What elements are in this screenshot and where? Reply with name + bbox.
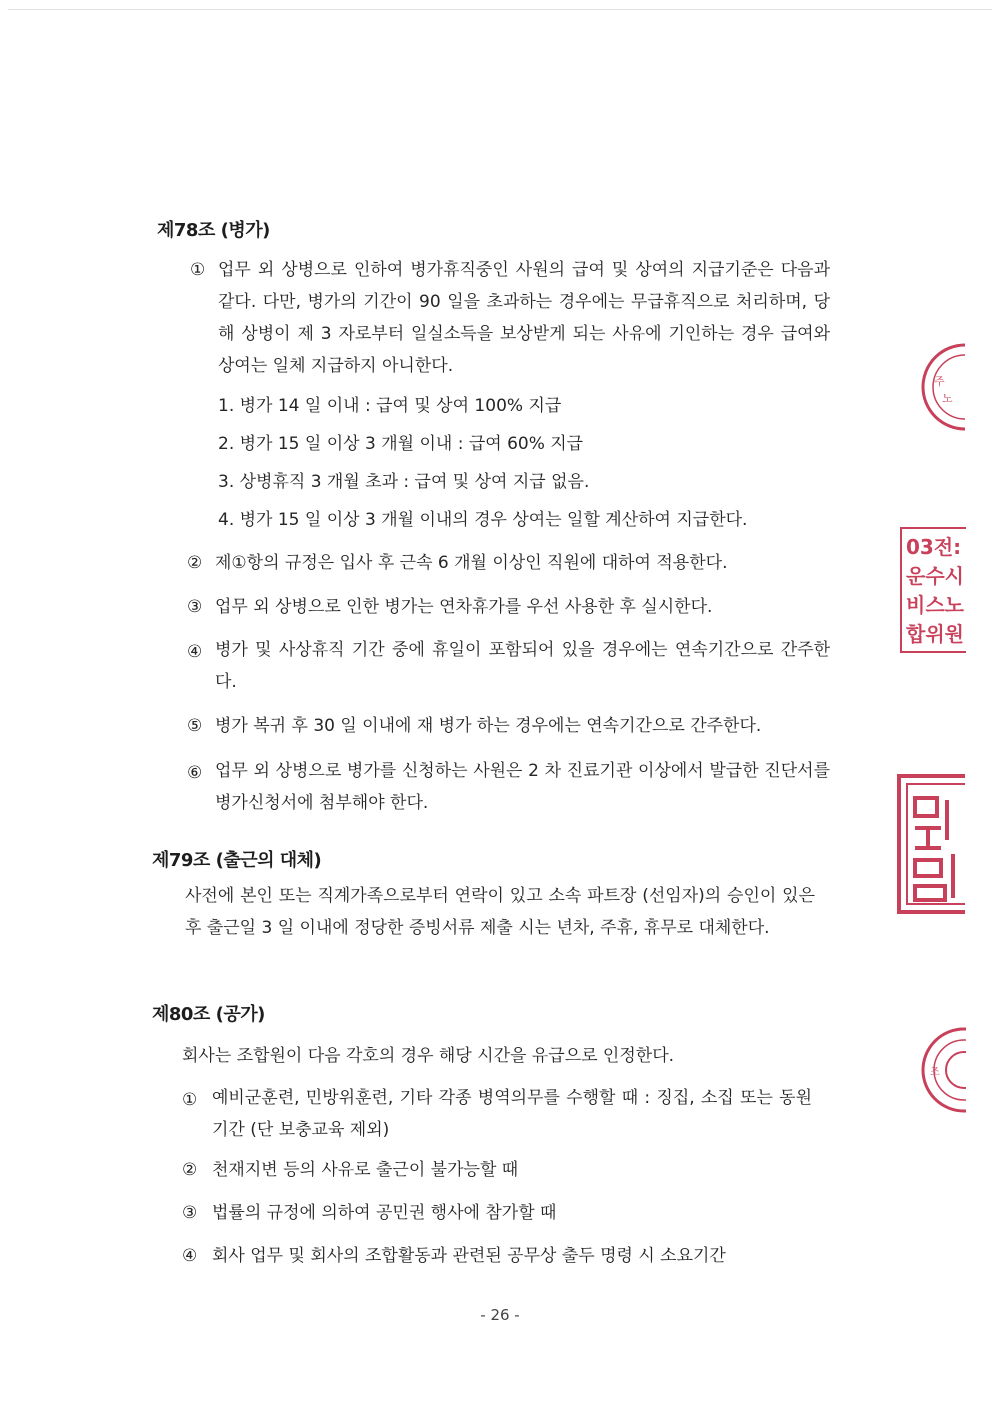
article-78-para-4-num: ④ (187, 642, 203, 662)
article-80-para-2: 천재지변 등의 사유로 출근이 불가능할 때 (212, 1160, 519, 1180)
top-border (8, 9, 992, 10)
article-80-para-1: 예비군훈련, 민방위훈련, 기타 각종 병역의무를 수행할 때 : 징집, 소집 또는 동원기간 (단 보충교육 제외) (212, 1088, 812, 1140)
round-seal-top (920, 340, 965, 435)
article-80-para-3: 법률의 규정에 의하여 공민권 행사에 참가할 때 (212, 1203, 557, 1223)
article-78-item-3: 3. 상병휴직 3 개월 초과 : 급여 및 상여 지급 없음. (218, 472, 590, 492)
svg-text:조: 조 (930, 1067, 940, 1078)
article-80-para-1-num: ① (182, 1090, 198, 1110)
article-78-para-2-num: ② (187, 553, 203, 573)
article-78-para-5: 병가 복귀 후 30 일 이내에 재 병가 하는 경우에는 연속기간으로 간주한다. (215, 716, 762, 736)
article-78-para-6: 업무 외 상병으로 병가를 신청하는 사원은 2 차 진료기관 이상에서 발급한 진단서를 병가신청서에 첨부해야 한다. (215, 761, 830, 813)
article-78-para-3-num: ③ (187, 597, 203, 617)
article-80-para-3-num: ③ (182, 1203, 198, 1223)
svg-text:주: 주 (934, 375, 945, 388)
article-79-title: 제79조 (출근의 대체) (152, 850, 322, 871)
square-seal (895, 770, 965, 918)
stamp-line-3: 비스노 (906, 593, 964, 617)
article-78-item-4: 4. 병가 15 일 이상 3 개월 이내의 경우 상여는 일할 계산하여 지급한다. (218, 510, 748, 530)
article-78-para-5-num: ⑤ (187, 716, 203, 736)
stamp-line-1: 03전: (906, 535, 962, 559)
article-78-title: 제78조 (병가) (157, 220, 270, 241)
article-78-item-1: 1. 병가 14 일 이내 : 급여 및 상여 100% 지급 (218, 396, 562, 416)
article-80-para-4-num: ④ (182, 1246, 198, 1266)
article-78-para-1-num: ① (190, 260, 206, 280)
svg-text:노: 노 (942, 392, 953, 405)
rect-stamp (900, 527, 966, 653)
article-78-item-2: 2. 병가 15 일 이상 3 개월 이내 : 급여 60% 지급 (218, 434, 584, 454)
stamp-line-2: 운수시 (906, 564, 964, 588)
article-78-para-1: 업무 외 상병으로 인하여 병가휴직중인 사원의 급여 및 상여의 지급기준은 다음과 같다. 다만, 병가의 기간이 90 일을 초과하는 경우에는 무급휴직으로 처리하며, 당해 상병이 제 3 자로부터 일실소득을 보상받게 되는 사유에 기인하는 경우 급여와 상여는 일체 지급하지 아니한다. (218, 260, 830, 376)
article-79-text: 사전에 본인 또는 직계가족으로부터 연락이 있고 소속 파트장 (선임자)의 승인이 있은 후 출근일 3 일 이내에 정당한 증빙서류 제출 시는 년차, 주휴, 휴무로 대체한다. (185, 886, 815, 938)
article-78-para-3: 업무 외 상병으로 인한 병가는 연차휴가를 우선 사용한 후 실시한다. (215, 597, 713, 617)
article-78-para-4: 병가 및 사상휴직 기간 중에 휴일이 포함되어 있을 경우에는 연속기간으로 간주한다. (215, 640, 830, 692)
article-80-title: 제80조 (공가) (152, 1004, 265, 1025)
article-80-para-4: 회사 업무 및 회사의 조합활동과 관련된 공무상 출두 명령 시 소요기간 (212, 1246, 726, 1266)
stamp-line-4: 합위원 (906, 622, 964, 646)
article-80-para-2-num: ② (182, 1160, 198, 1180)
round-seal-bottom (918, 1025, 966, 1115)
article-78-para-6-num: ⑥ (187, 763, 203, 783)
article-78-para-2: 제①항의 규정은 입사 후 근속 6 개월 이상인 직원에 대하여 적용한다. (215, 553, 728, 573)
page-number: - 26 - (480, 1306, 520, 1324)
article-80-intro: 회사는 조합원이 다음 각호의 경우 해당 시간을 유급으로 인정한다. (182, 1046, 675, 1066)
